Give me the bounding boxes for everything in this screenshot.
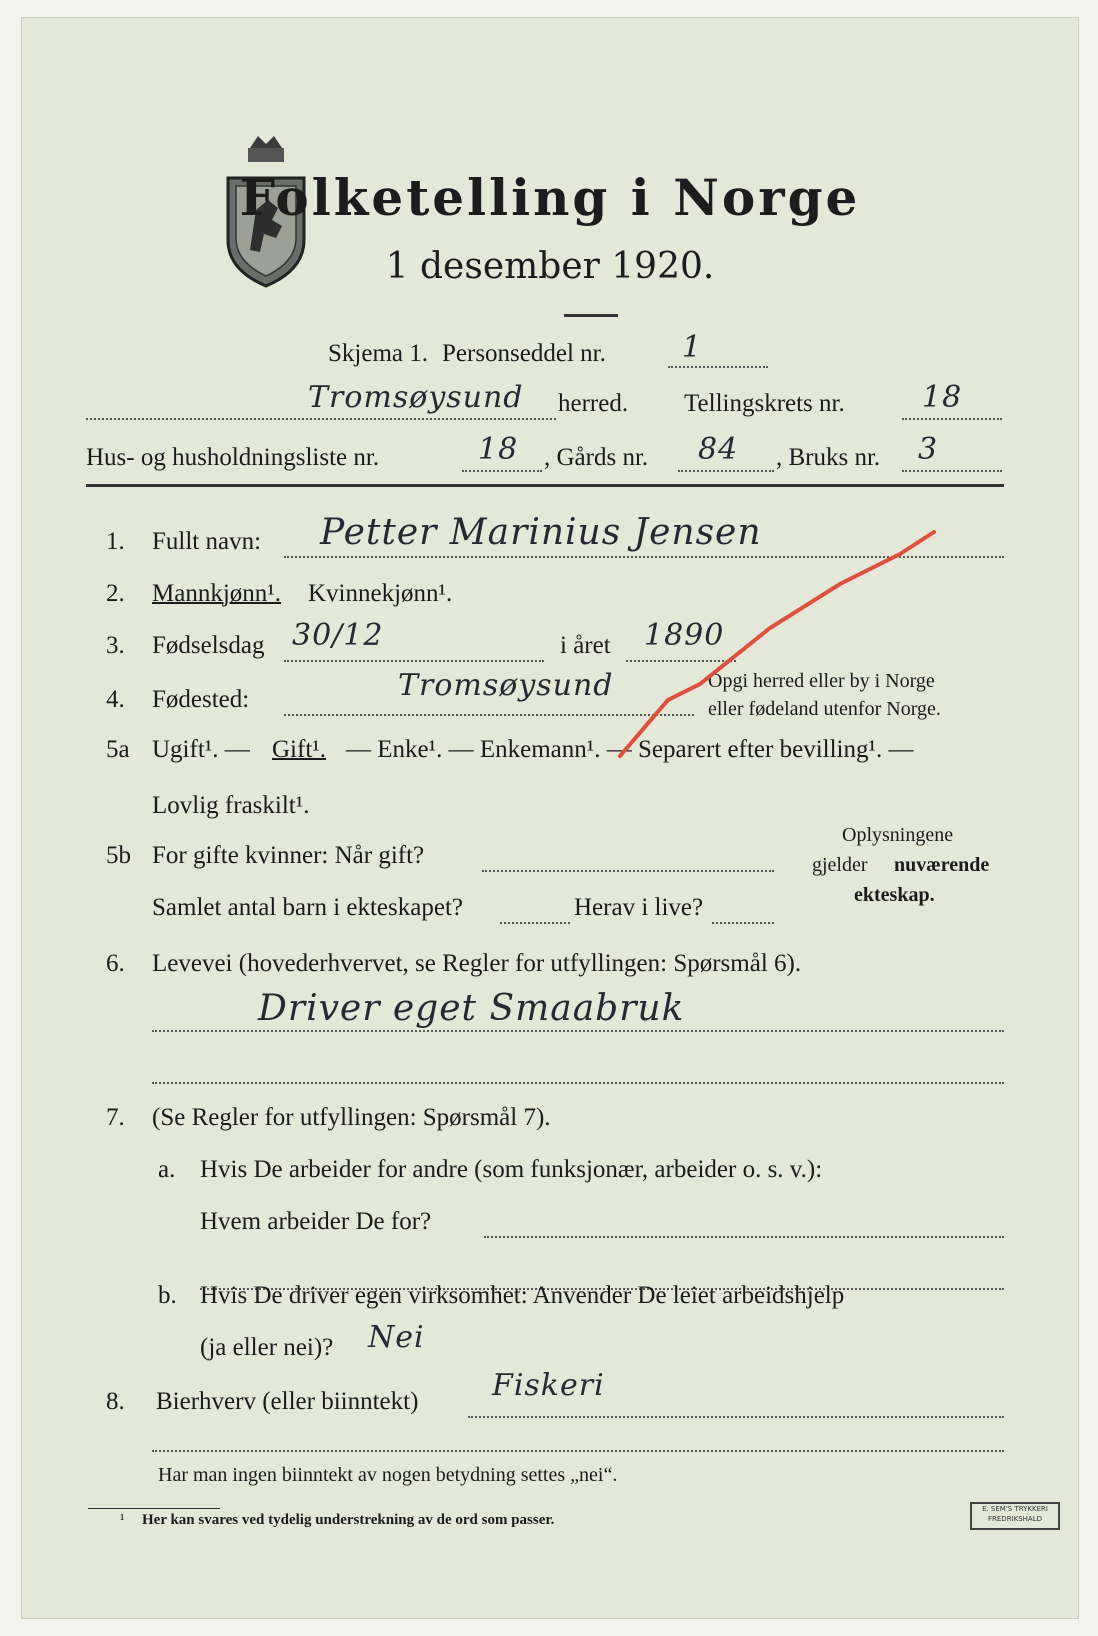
q3-birthday-value[interactable]: 30/12 (292, 618, 384, 653)
q5b-line-2 (500, 922, 570, 924)
q5a-other-options[interactable]: — Enke¹. — Enkemann¹. — Separert efter bevilling¹. — (346, 736, 914, 763)
q8-line (468, 1416, 1004, 1418)
q1-line (284, 556, 1004, 558)
form-title: Folketelling i Norge (239, 168, 861, 227)
q4-note-2: eller fødeland utenfor Norge. (708, 698, 941, 720)
q5b-note-1: Oplysningene (842, 824, 954, 846)
q7a-text: Hvis De arbeider for andre (som funksjonær, arbeider o. s. v.): (200, 1156, 823, 1183)
husliste-line (462, 470, 542, 472)
q5b-number: 5b (106, 842, 131, 869)
herred-value[interactable]: Tromsøysund (308, 380, 524, 415)
q3-year-value[interactable]: 1890 (644, 618, 725, 653)
q3-label: Fødselsdag (152, 632, 265, 659)
q2-male-option[interactable]: Mannkjønn¹. (152, 580, 282, 607)
q5b-label-2: Samlet antal barn i ekteskapet? (152, 894, 463, 921)
q5b-label-3: Herav i live? (574, 894, 704, 921)
q5a-gift-option[interactable]: Gift¹. (272, 736, 327, 763)
gards-value[interactable]: 84 (698, 432, 739, 467)
personseddel-label: Personseddel nr. (442, 340, 606, 367)
header-divider (86, 484, 1004, 487)
title-divider (564, 314, 618, 317)
q7-number: 7. (106, 1104, 125, 1131)
q5a-number: 5a (106, 736, 130, 763)
q5a-line2[interactable]: Lovlig fraskilt¹. (152, 792, 310, 819)
q7a-text-2: Hvem arbeider De for? (200, 1208, 432, 1235)
form-date: 1 desember 1920. (385, 246, 715, 287)
q5b-note-2: gjelder (812, 854, 868, 876)
tellingskrets-value[interactable]: 18 (922, 380, 963, 415)
husliste-label: Hus- og husholdningsliste nr. (86, 444, 380, 471)
q4-birthplace-value[interactable]: Tromsøysund (398, 668, 614, 703)
q5b-note-3: ekteskap. (854, 884, 935, 906)
q8-side-income-value[interactable]: Fiskeri (492, 1368, 605, 1403)
q6-label: Levevei (hovederhvervet, se Regler for utfyllingen: Spørsmål 6). (152, 950, 802, 977)
tellingskrets-line (902, 418, 1002, 420)
bruks-value[interactable]: 3 (918, 432, 939, 467)
skjema-label: Skjema 1. (328, 340, 428, 367)
q1-number: 1. (106, 528, 125, 555)
q6-number: 6. (106, 950, 125, 977)
footnote-text: Her kan svares ved tydelig understrekning av de ord som passer. (142, 1512, 555, 1528)
bruks-line (902, 470, 1002, 472)
q7b-value[interactable]: Nei (368, 1320, 425, 1355)
q3-year-line (626, 660, 736, 662)
gards-line (678, 470, 774, 472)
q4-label: Fødested: (152, 686, 250, 713)
printer-stamp-text: E. SEM'S TRYKKERI FREDRIKSHALD (982, 1505, 1048, 1523)
q1-full-name-value[interactable]: Petter Marinius Jensen (320, 512, 762, 553)
q7a-line (484, 1236, 1004, 1238)
footnote-divider (88, 1508, 220, 1509)
q5b-line (482, 870, 774, 872)
q4-line (284, 714, 694, 716)
q8-number: 8. (106, 1388, 125, 1415)
q6-line-2 (152, 1082, 1004, 1084)
q7-label: (Se Regler for utfyllingen: Spørsmål 7). (152, 1104, 551, 1131)
q2-female-option[interactable]: Kvinnekjønn¹. (308, 580, 453, 607)
bruks-label: , Bruks nr. (776, 444, 881, 471)
q5a-ugift-option[interactable]: Ugift¹. — (152, 736, 250, 763)
herred-line (86, 418, 556, 420)
q3-number: 3. (106, 632, 125, 659)
q7b-letter: b. (158, 1282, 177, 1309)
q7a-letter: a. (158, 1156, 176, 1183)
q7b-text-2: (ja eller nei)? (200, 1334, 334, 1361)
q6-occupation-value[interactable]: Driver eget Smaabruk (258, 988, 685, 1029)
q5b-line-3 (712, 922, 774, 924)
q7b-text: Hvis De driver egen virksomhet: Anvender De leiet arbeidshjelp (200, 1282, 845, 1309)
herred-label: herred. (558, 390, 629, 417)
q4-number: 4. (106, 686, 125, 713)
printer-stamp (970, 1502, 1060, 1530)
q6-line (152, 1030, 1004, 1032)
q4-note-1: Opgi herred eller by i Norge (708, 670, 935, 692)
husliste-value[interactable]: 18 (478, 432, 519, 467)
q1-label: Fullt navn: (152, 528, 262, 555)
personseddel-value[interactable]: 1 (682, 330, 703, 365)
gards-label: , Gårds nr. (544, 444, 649, 471)
q3-line (284, 660, 544, 662)
personseddel-line (668, 366, 768, 368)
footnote-mark: ¹ (120, 1512, 125, 1528)
q3-year-label: i året (560, 632, 611, 659)
q5b-label: For gifte kvinner: Når gift? (152, 842, 425, 869)
q2-number: 2. (106, 580, 125, 607)
q8-line-2 (152, 1450, 1004, 1452)
tellingskrets-label: Tellingskrets nr. (684, 390, 845, 417)
footer-note: Har man ingen biinntekt av nogen betydning settes „nei“. (158, 1464, 618, 1486)
q8-label: Bierhverv (eller biinntekt) (156, 1388, 419, 1415)
census-form-page (22, 18, 1078, 1618)
q5b-note-2b: nuværende (894, 854, 990, 876)
